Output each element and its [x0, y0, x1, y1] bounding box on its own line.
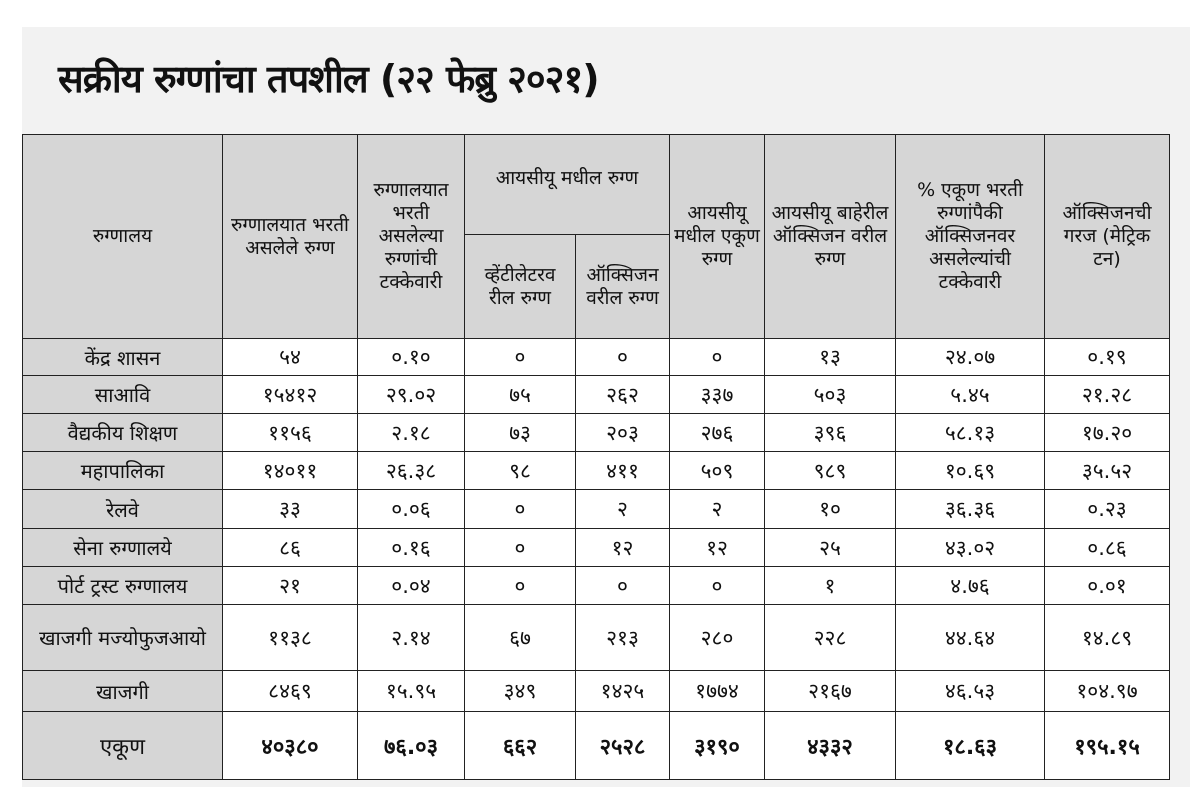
cell-oxygen-pct: ४४.६४ [896, 605, 1045, 671]
cell-oxygen: २१३ [576, 605, 670, 671]
cell-oxygen-pct: ४६.५३ [896, 671, 1045, 712]
row-hospital-name: रेलवे [23, 490, 223, 529]
cell-oxygen-need: १७.२० [1045, 414, 1170, 452]
cell-admitted: ११५६ [223, 414, 358, 452]
cell-oxygen-need: ३५.५२ [1045, 452, 1170, 490]
cell-oxygen-need: ०.२३ [1045, 490, 1170, 529]
cell-admitted: ८६ [223, 529, 358, 567]
cell-ventilator: ० [465, 339, 576, 376]
cell-oxygen: १४२५ [576, 671, 670, 712]
cell-admitted-pct: २६.३८ [358, 452, 465, 490]
cell-icu-total: २ [670, 490, 765, 529]
table-row [23, 529, 1170, 567]
cell-oxygen: २६२ [576, 376, 670, 414]
row-hospital-name: वैद्यकीय शिक्षण [23, 414, 223, 452]
cell-oxygen-need: २१.२८ [1045, 376, 1170, 414]
table-row [23, 605, 1170, 671]
table-row [23, 339, 1170, 376]
cell-oxygen-pct: १०.६९ [896, 452, 1045, 490]
cell-oxygen: २ [576, 490, 670, 529]
cell-admitted-pct: ०.०६ [358, 490, 465, 529]
cell-outside-icu-oxygen: ५०३ [765, 376, 896, 414]
cell-oxygen-need: ०.१९ [1045, 339, 1170, 376]
cell-oxygen-pct: १८.६३ [896, 712, 1045, 780]
cell-ventilator: ३४९ [465, 671, 576, 712]
cell-icu-total: ० [670, 567, 765, 605]
page-title: सक्रीय रुग्णांचा तपशील (२२ फेब्रु २०२१) [58, 57, 599, 101]
row-hospital-name: सेना रुग्णालये [23, 529, 223, 567]
cell-icu-total: ३३७ [670, 376, 765, 414]
cell-outside-icu-oxygen: ३९६ [765, 414, 896, 452]
cell-outside-icu-oxygen: १३ [765, 339, 896, 376]
cell-outside-icu-oxygen: ९८९ [765, 452, 896, 490]
cell-oxygen: २०३ [576, 414, 670, 452]
cell-ventilator: ९८ [465, 452, 576, 490]
header-admitted-pct: रुग्णालयात भरती असलेल्या रुग्णांची टक्केवारी [358, 135, 465, 339]
cell-outside-icu-oxygen: २२८ [765, 605, 896, 671]
cell-admitted-pct: २.१८ [358, 414, 465, 452]
row-hospital-name: खाजगी मज्योफुजआयो [23, 605, 223, 671]
row-hospital-name: एकूण [23, 712, 223, 780]
cell-icu-total: १२ [670, 529, 765, 567]
header-icu-group: आयसीयू मधील रुग्ण [465, 135, 670, 235]
cell-admitted: ४०३८० [223, 712, 358, 780]
total-row [23, 712, 1170, 780]
cell-ventilator: ६६२ [465, 712, 576, 780]
row-hospital-name: साआवि [23, 376, 223, 414]
cell-icu-total: २८० [670, 605, 765, 671]
cell-admitted: ३३ [223, 490, 358, 529]
cell-oxygen-pct: २४.०७ [896, 339, 1045, 376]
header-admitted: रुग्णालयात भरती असलेले रुग्ण [223, 135, 358, 339]
cell-oxygen-need: ०.८६ [1045, 529, 1170, 567]
cell-icu-total: १७७४ [670, 671, 765, 712]
cell-admitted-pct: २९.०२ [358, 376, 465, 414]
cell-ventilator: ० [465, 490, 576, 529]
cell-outside-icu-oxygen: ४३३२ [765, 712, 896, 780]
header-icu-total: आयसीयू मधील एकूण रुग्ण [670, 135, 765, 339]
cell-oxygen-pct: ५८.१३ [896, 414, 1045, 452]
cell-outside-icu-oxygen: १ [765, 567, 896, 605]
cell-admitted: १५४१२ [223, 376, 358, 414]
cell-icu-total: ५०९ [670, 452, 765, 490]
cell-ventilator: ७३ [465, 414, 576, 452]
header-hospital: रुग्णालय [23, 135, 223, 339]
cell-admitted-pct: ७६.०३ [358, 712, 465, 780]
cell-oxygen-pct: ४.७६ [896, 567, 1045, 605]
cell-ventilator: ७५ [465, 376, 576, 414]
table-row [23, 414, 1170, 452]
header-oxygen: ऑक्सिजन वरील रुग्ण [576, 235, 670, 339]
cell-icu-total: २७६ [670, 414, 765, 452]
cell-oxygen-need: ०.०१ [1045, 567, 1170, 605]
cell-oxygen: ४११ [576, 452, 670, 490]
cell-admitted: ११३८ [223, 605, 358, 671]
active-patients-table [22, 134, 1170, 780]
cell-outside-icu-oxygen: १० [765, 490, 896, 529]
row-hospital-name: खाजगी [23, 671, 223, 712]
row-hospital-name: पोर्ट ट्रस्ट रुग्णालय [23, 567, 223, 605]
cell-admitted: ८४६९ [223, 671, 358, 712]
cell-admitted: २१ [223, 567, 358, 605]
cell-oxygen-need: १९५.१५ [1045, 712, 1170, 780]
cell-oxygen-pct: ३६.३६ [896, 490, 1045, 529]
cell-oxygen: ० [576, 339, 670, 376]
header-ventilator: व्हेंटीलेटरव रील रुग्ण [465, 235, 576, 339]
cell-admitted-pct: २.१४ [358, 605, 465, 671]
table-row [23, 490, 1170, 529]
header-outside-icu-oxygen: आयसीयू बाहेरील ऑक्सिजन वरील रुग्ण [765, 135, 896, 339]
cell-outside-icu-oxygen: २१६७ [765, 671, 896, 712]
cell-oxygen-need: १४.८९ [1045, 605, 1170, 671]
cell-oxygen-need: १०४.९७ [1045, 671, 1170, 712]
cell-ventilator: ० [465, 529, 576, 567]
cell-ventilator: ६७ [465, 605, 576, 671]
cell-admitted: ५४ [223, 339, 358, 376]
header-oxygen-pct: % एकूण भरती रुग्णांपैकी ऑक्सिजनवर असलेल्यांची टक्केवारी [896, 135, 1045, 339]
cell-icu-total: ० [670, 339, 765, 376]
cell-outside-icu-oxygen: २५ [765, 529, 896, 567]
cell-oxygen-pct: ४३.०२ [896, 529, 1045, 567]
cell-admitted-pct: ०.०४ [358, 567, 465, 605]
cell-admitted-pct: ०.१० [358, 339, 465, 376]
row-hospital-name: महापालिका [23, 452, 223, 490]
table-row [23, 452, 1170, 490]
cell-admitted-pct: ०.१६ [358, 529, 465, 567]
cell-oxygen: २५२८ [576, 712, 670, 780]
cell-admitted-pct: १५.९५ [358, 671, 465, 712]
table-row [23, 671, 1170, 712]
table-row [23, 567, 1170, 605]
cell-icu-total: ३१९० [670, 712, 765, 780]
header-oxygen-need: ऑक्सिजनची गरज (मेट्रिक टन) [1045, 135, 1170, 339]
cell-oxygen: १२ [576, 529, 670, 567]
cell-ventilator: ० [465, 567, 576, 605]
cell-admitted: १४०११ [223, 452, 358, 490]
table-row [23, 376, 1170, 414]
row-hospital-name: केंद्र शासन [23, 339, 223, 376]
cell-oxygen-pct: ५.४५ [896, 376, 1045, 414]
cell-oxygen: ० [576, 567, 670, 605]
